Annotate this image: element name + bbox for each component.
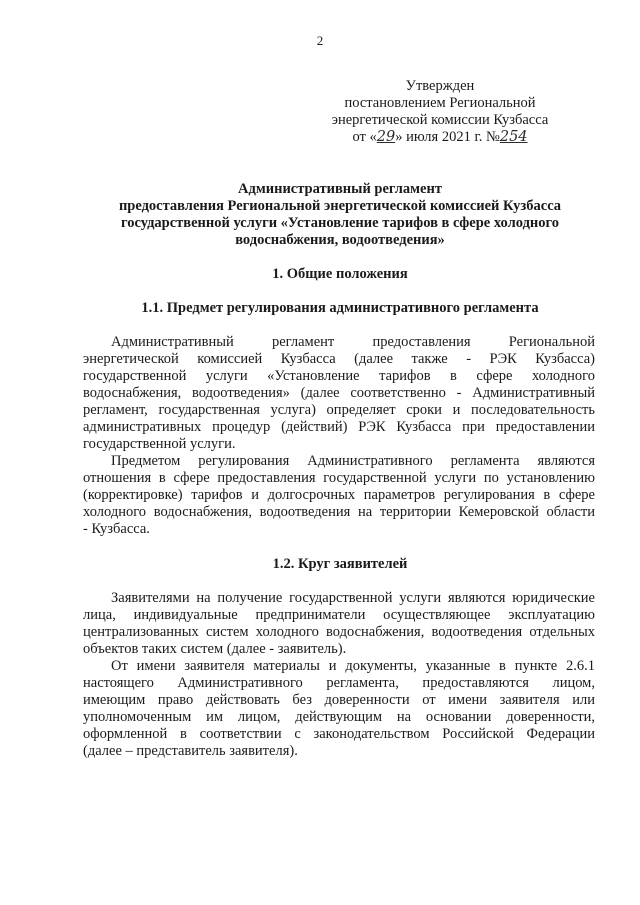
text-line: государственной услуги «Установление тарифов в сфере холодного [83, 368, 595, 384]
paragraph-subject-1 [83, 334, 595, 453]
text-line: энергетической комиссией Кузбасса (далее также - РЭК Кузбасса) [83, 351, 595, 367]
text-line: административных процедур (действий) РЭК Кузбасса при предоставлении [83, 419, 595, 435]
approval-line: энергетической комиссии Кузбасса [331, 112, 549, 128]
text-line: уполномоченным им лицом, действующим на основании доверенности, [83, 709, 595, 725]
text-line: От имени заявителя материалы и документы, указанные в пункте 2.6.1 [111, 658, 595, 674]
approval-date-line [290, 129, 590, 146]
text-line: Административный регламент предоставления Региональной [111, 334, 595, 350]
page-number: 2 [316, 33, 324, 48]
handwritten-day: 29 [376, 129, 396, 145]
section-heading-general: 1. Общие положения [272, 266, 408, 282]
section-heading-applicants: 1.2. Круг заявителей [272, 556, 408, 572]
text-line: Заявителями на получение государственной услуги являются юридические [111, 590, 595, 606]
text-line: отношения в сфере предоставления государственной услуги по установлению [83, 470, 595, 486]
text-line: централизованных систем холодного водоснабжения, водоотведения отдельных [83, 624, 595, 640]
date-middle: » июля 2021 г. № [395, 129, 500, 145]
paragraph-applicants-1 [83, 590, 595, 658]
document-title [60, 181, 620, 249]
title-line: водоснабжения, водоотведения» [235, 232, 445, 248]
text-line: настоящего Административного регламента, предоставляются лицом, [83, 675, 595, 691]
text-line: оформленной в соответствии с законодательством Российской Федерации [83, 726, 595, 742]
title-line: предоставления Региональной энергетической комиссией Кузбасса [118, 198, 562, 214]
paragraph-applicants-2 [83, 658, 595, 760]
text-line: холодного водоснабжения, водоотведения на территории Кемеровской области [83, 504, 595, 520]
text-line: (далее – представитель заявителя). [83, 743, 298, 759]
text-line: (корректировке) тарифов и долгосрочных параметров регулирования в сфере [83, 487, 595, 503]
text-line: государственной услуги. [83, 436, 236, 452]
subsection-heading-subject: 1.1. Предмет регулирования административного регламента [141, 300, 539, 316]
approval-line: постановлением Региональной [344, 95, 536, 111]
paragraph-subject-2 [83, 453, 595, 538]
approval-line: Утвержден [405, 78, 475, 94]
text-line: регламент, государственная услуга) определяет сроки и последовательность [83, 402, 595, 418]
title-line: государственной услуги «Установление тарифов в сфере холодного [121, 215, 559, 231]
date-prefix: от « [352, 129, 377, 145]
text-line: - Кузбасса. [83, 521, 150, 537]
text-line: лица, индивидуальные предприниматели осуществляющее эксплуатацию [83, 607, 595, 623]
approval-stamp [290, 78, 590, 146]
title-line: Административный регламент [238, 181, 442, 197]
text-line: Предметом регулирования Административного регламента являются [111, 453, 595, 469]
handwritten-number: 254 [499, 129, 528, 145]
text-line: имеющим право действовать без доверенности от имени заявителя или [83, 692, 595, 708]
text-line: объектов таких систем (далее - заявитель). [83, 641, 347, 657]
text-line: водоснабжения, водоотведения» (далее соответственно - Административный [83, 385, 595, 401]
